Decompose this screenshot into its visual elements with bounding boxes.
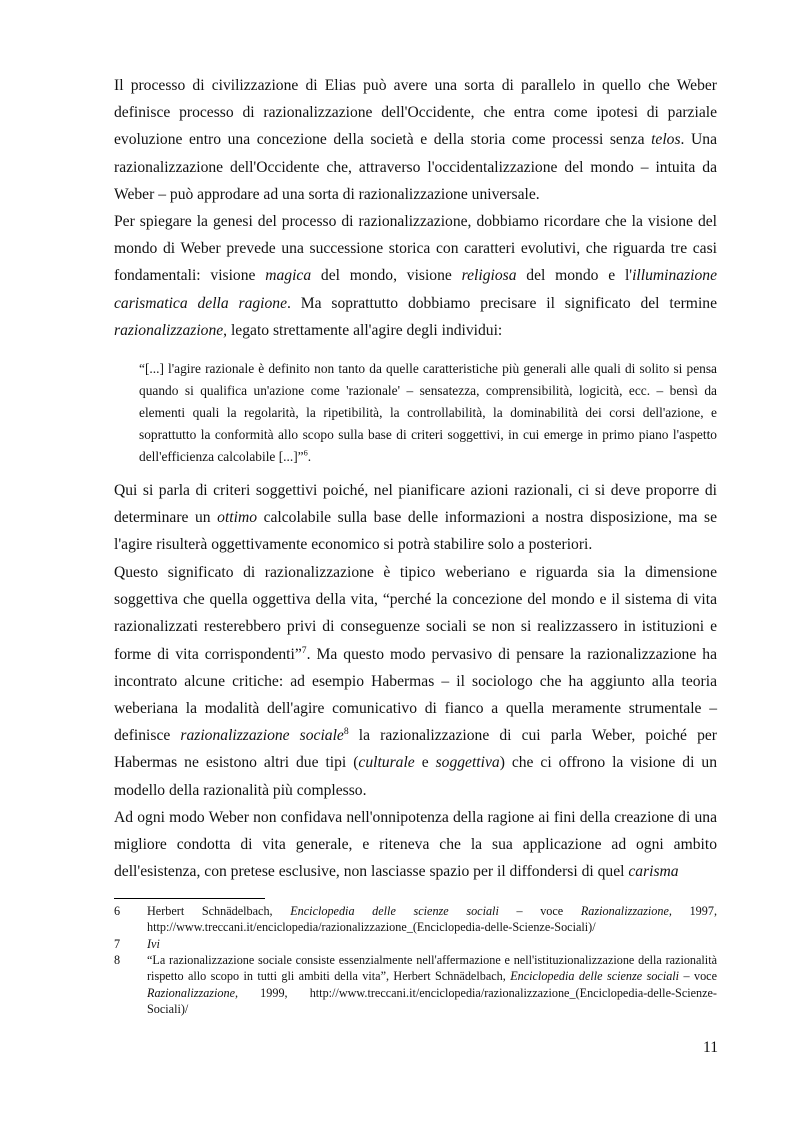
- footnote-6: [114, 903, 717, 936]
- italic-text: telos: [651, 131, 681, 149]
- text-run: Qui si parla di criteri soggettivi poiché, nel pianificare azioni razionali, ci si deve proporre di determinare un: [114, 482, 717, 527]
- block-quote-agire-razionale: [139, 358, 717, 468]
- text-run: la razionalizzazione di cui parla Weber, poiché per Habermas ne esistono altri due tipi (: [114, 727, 717, 772]
- text-run: – voce: [498, 904, 581, 918]
- text-run: Questo significato di razionalizzazione è tipico weberiano e riguarda sia la dimensione soggettiva che quella oggettiva della vita, “perché la concezione del mondo e il sistema di vita razionalizzati resterebbero privi di conseguenze sociali se non si realizzassero in istituzioni e forme di vita corrispondenti”: [114, 564, 717, 663]
- text-run: “La razionalizzazione sociale consiste essenzialmente nell'affermazione e nell'istituzionalizzazione della razionalità rispetto allo scopo in tutti gli ambiti della vita”, Herbert Schnädelbach,: [147, 953, 717, 984]
- footnote-8: [114, 952, 717, 1018]
- text-run: .: [307, 449, 312, 464]
- page-number: 11: [702, 1039, 718, 1056]
- italic-text: culturale: [358, 754, 415, 772]
- text-run: Herbert Schnädelbach,: [147, 904, 291, 918]
- text-run: ) che ci offrono la visione di un modello della razionalità più complesso.: [114, 754, 717, 799]
- text-run: – voce: [679, 969, 717, 984]
- text-run: Il processo di civilizzazione di Elias può avere una sorta di parallelo in quello che Weber definisce processo di razionalizzazione dell'Occidente, che entra come ipotesi di parziale evoluzione entro una concezione della società e della storia come processi senza: [114, 77, 717, 149]
- footnote-7: [114, 936, 717, 952]
- text-run: . Ma soprattutto dobbiamo precisare il significato del termine: [287, 294, 717, 312]
- footnote-ref: 7: [301, 644, 307, 656]
- text-run: 1999, http://www.treccani.it/enciclopedia/razionalizzazione_(Enciclopedia-delle-Scienze-Sociali)/: [147, 985, 717, 1017]
- paragraph-elias-weber: [114, 72, 717, 208]
- text-run: del mondo, visione: [311, 267, 462, 285]
- text-run: . Una razionalizzazione dell'Occidente che, attraverso l'occidentalizzazione del mondo – intuita da Weber – può approdare ad una sorta di razionalizzazione universale.: [114, 131, 717, 203]
- paragraph-onnipotenza-ragione: [114, 804, 717, 886]
- paragraph-criteri-soggettivi: [114, 477, 717, 559]
- footnote-separator: [114, 898, 265, 899]
- footnote-number: 7: [114, 937, 121, 951]
- text-run: del mondo e l': [516, 267, 633, 285]
- paragraph-significato-razionalizzazione: [114, 559, 717, 804]
- text-run: Ad ogni modo Weber non confidava nell'onnipotenza della ragione ai fini della creazione di una migliore condotta di vita generale, e riteneva che la sua applicazione ad ogni ambito dell'esistenza, con pretese esclusive, non lasciasse spazio per il diffondersi di quel: [114, 809, 717, 881]
- text-run: . Ma questo modo pervasivo di pensare la razionalizzazione ha incontrato alcune critiche: ad esempio Habermas – il sociologo che ha aggiunto alla teoria weberiana la modalità dell'agire comunicativo di fianco a quella meramente strumentale – definisce: [114, 645, 717, 745]
- italic-text: Razionalizzazione,: [580, 904, 672, 918]
- footnote-number: 6: [114, 904, 121, 918]
- italic-text: illuminazione carismatica della ragione: [114, 267, 717, 312]
- italic-text: Enciclopedia delle scienze sociali: [510, 969, 680, 984]
- text-run: 1997, http://www.treccani.it/enciclopedia/razionalizzazione_(Enciclopedia-delle-Scienze-Sociali)/: [147, 904, 717, 935]
- italic-text: soggettiva: [435, 754, 500, 772]
- text-run: “[...] l'agire razionale è definito non tanto da quelle caratteristiche più generali alle quali di solito si pensa quando si qualifica un'azione come 'razionale' – sensatezza, comprensibilità, logicità, ecc. – bensì da elementi quali la regolarità, la ripetibilità, la controllabilità, la dominabilità dei corsi dell'azione, e soprattutto la conformità allo scopo sulla base di criteri soggettivi, in cui emerge in primo piano l'aspetto dell'efficienza calcolabile [...]”: [139, 361, 717, 464]
- italic-text: religiosa: [461, 267, 517, 285]
- paragraph-genesi-razionalizzazione: [114, 208, 717, 344]
- italic-text: ottimo: [217, 509, 258, 527]
- text-run: calcolabile sulla base delle informazioni a nostra disposizione, ma se l'agire risulterà oggettivamente economico si potrà stabilire solo a posteriori.: [114, 509, 717, 554]
- italic-text: Ivi: [147, 937, 160, 951]
- footnote-ref: 8: [343, 726, 349, 738]
- footnote-text: [147, 903, 717, 936]
- text-run: Per spiegare la genesi del processo di razionalizzazione, dobbiamo ricordare che la visione del mondo di Weber prevede una successione storica con caratteri evolutivi, che riguarda tre casi fondamentali: visione: [114, 213, 717, 285]
- footnote-number: 8: [114, 953, 121, 967]
- italic-text: Razionalizzazione,: [147, 985, 239, 1000]
- italic-text: magica: [265, 267, 312, 285]
- italic-text: Enciclopedia delle scienze sociali: [290, 904, 499, 918]
- footnote-text: [147, 952, 717, 1018]
- footnote-text: [147, 936, 717, 952]
- footnote-ref: 6: [303, 448, 308, 458]
- italic-text: carisma: [628, 863, 679, 881]
- italic-text: razionalizzazione: [114, 321, 224, 339]
- text-run: , legato strettamente all'agire degli individui:: [223, 321, 503, 339]
- text-run: e: [414, 754, 436, 772]
- italic-text: razionalizzazione sociale: [180, 727, 344, 745]
